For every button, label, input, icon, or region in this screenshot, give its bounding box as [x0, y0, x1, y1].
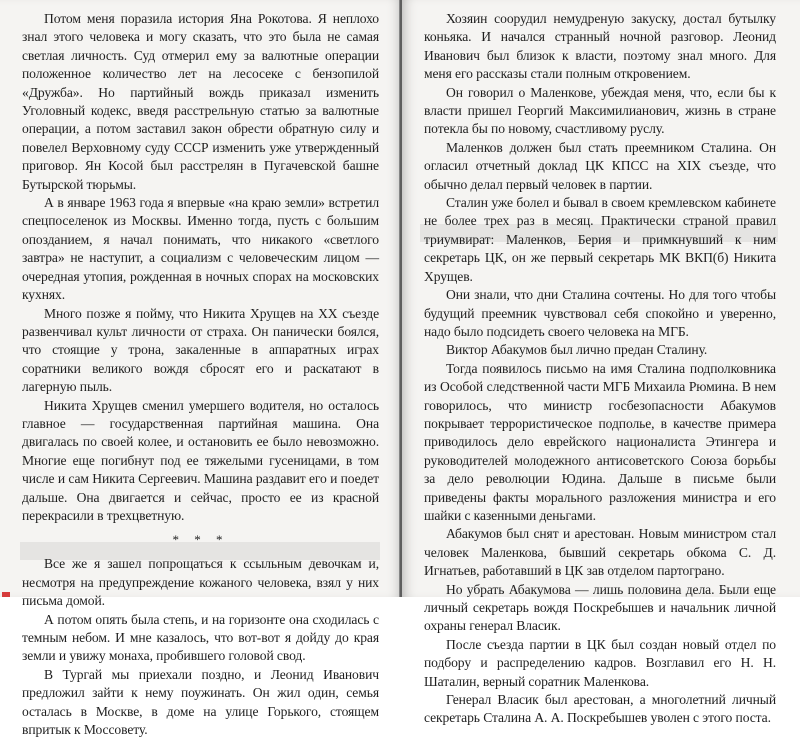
paragraph: Виктор Абакумов был лично предан Сталину. [446, 342, 708, 358]
paragraph: Много позже я пойму, что Никита Хрущев на XX съезде развенчивал культ личности от страха. Он панически боялся, что стоящие у трона, закаленные в аппаратных играх соратники великого вождя сбросят его и раскатают в лагерную пыль. [22, 305, 379, 395]
right-text-column [424, 10, 776, 728]
paragraph: Но убрать Абакумова — лишь половина дела. Были еще личный секретарь вождя Поскребышев и начальник личной охраны генерал Власик. [424, 581, 776, 634]
paragraph: Сталин уже болел и бывал в своем кремлевском кабинете не более трех раз в месяц. Практически страной правил триумвират: Маленков, Берия и примкнувший к ним секретарь ЦК, он же первый секретарь МК ВКП(б) Никита Хрущев. [424, 195, 776, 284]
left-text-column [22, 10, 379, 739]
section-separator: * * * [172, 532, 229, 548]
paragraph: Тогда появилось письмо на имя Сталина подполковника из Особой следственной части МГБ Михаила Рюмина. В нем говорилось, что министр госбезопасности Абакумов покрывает террористическое подполье, в качестве примера приводилось дело еврейского националиста Этингера и руководителей молодежного антисоветского Союза борьбы за дело революции Юдина. Дальше в письме были приведены факты морального разложения министра и его шайки с казенными деньгами. [424, 360, 776, 523]
right-page [402, 0, 800, 726]
paragraph: Генерал Власик был арестован, а многолетний личный секретарь Сталина А. А. Поскребышев уволен с этого поста. [424, 692, 776, 726]
paragraph: Хозяин соорудил немудреную закуску, достал бутылку коньяка. И начался странный ночной разговор. Леонид Иванович был близок к власти, поэтому знал много. Для меня его рассказы стали полным откровением. [424, 11, 776, 82]
paragraph: Они знали, что дни Сталина сочтены. Но для того чтобы будущий преемник чувствовал себя спокойно и уверенно, надо было подсидеть своего человека на МГБ. [424, 287, 776, 339]
paragraph: Абакумов был снят и арестован. Новым министром стал человек Маленкова, бывший секретарь обкома С. Д. Игнатьев, работавший в ЦК зав отделом партограно. [424, 526, 776, 579]
paragraph: Потом меня поразила история Яна Рокотова. Я неплохо знал этого человека и могу сказать, что это была не самая светлая личность. Суд отмерил ему за валютные операции положенное количество лет на лесосеке с бензопилой «Дружба». Но партийный вождь приказал изменить Уголовный кодекс, введя расстрельную статью за валютные операции, а потом заставил закон обрести обратную силу и повелел Верховному суду СССР изменить уже утвержденный приговор. Ян Косой был расстрелян в Пугачевской башне Бутырской тюрьмы. [22, 11, 379, 192]
paragraph: А потом опять была степь, и на горизонте она сходилась с темным небом. И мне казалось, что вот-вот я дойду до края земли и увижу монаха, пробившего головой свод. [22, 611, 379, 664]
paragraph: А в январе 1963 года я впервые «на краю земли» встретил спецпоселенок из Москвы. Именно тогда, пусть с большим опозданием, я начал понимать, что никакого «светлого завтра» не наступит, а социализм с человеческим лицом — очередная утопия, рожденная в ночных спорах на московских кухнях. [22, 195, 379, 303]
paragraph: В Тургай мы приехали поздно, и Леонид Иванович предложил зайти к нему поужинать. Он жил один, семья осталась в Москве, в доме на улице Горького, стоящем впритык к Моссовету. [22, 666, 379, 738]
corner-mark [2, 592, 10, 597]
paragraph: Маленков должен был стать преемником Сталина. Он огласил отчетный доклад ЦК КПСС на XIX съезде, что обычно делал первый человек в партии. [424, 139, 776, 192]
paragraph: Он говорил о Маленкове, убеждая меня, что, если бы к власти пришел Георгий Максимилианович, жизнь в стране потекла бы по новому, счастливому руслу. [424, 84, 776, 137]
paragraph: Все же я зашел попрощаться к ссыльным девочкам и, несмотря на предупреждение кожаного человека, взял у них письма домой. [22, 556, 379, 609]
paragraph: После съезда партии в ЦК был создан новый отдел по подбору и распределению кадров. Возглавил его Н. Н. Шаталин, верный соратник Маленкова. [424, 636, 776, 689]
paragraph: Никита Хрущев сменил умершего водителя, но осталось главное — государственная партийная машина. Она двигалась по своей колее, и остановить ее было невозможно. Многие еще погибнут под ее тяжелыми гусеницами, в том числе и сам Никита Сергеевич. Машина раздавит его и поедет дальше. Она двигается и сейчас, просто ее из красной перекрасили в трехцветную. [22, 397, 379, 523]
